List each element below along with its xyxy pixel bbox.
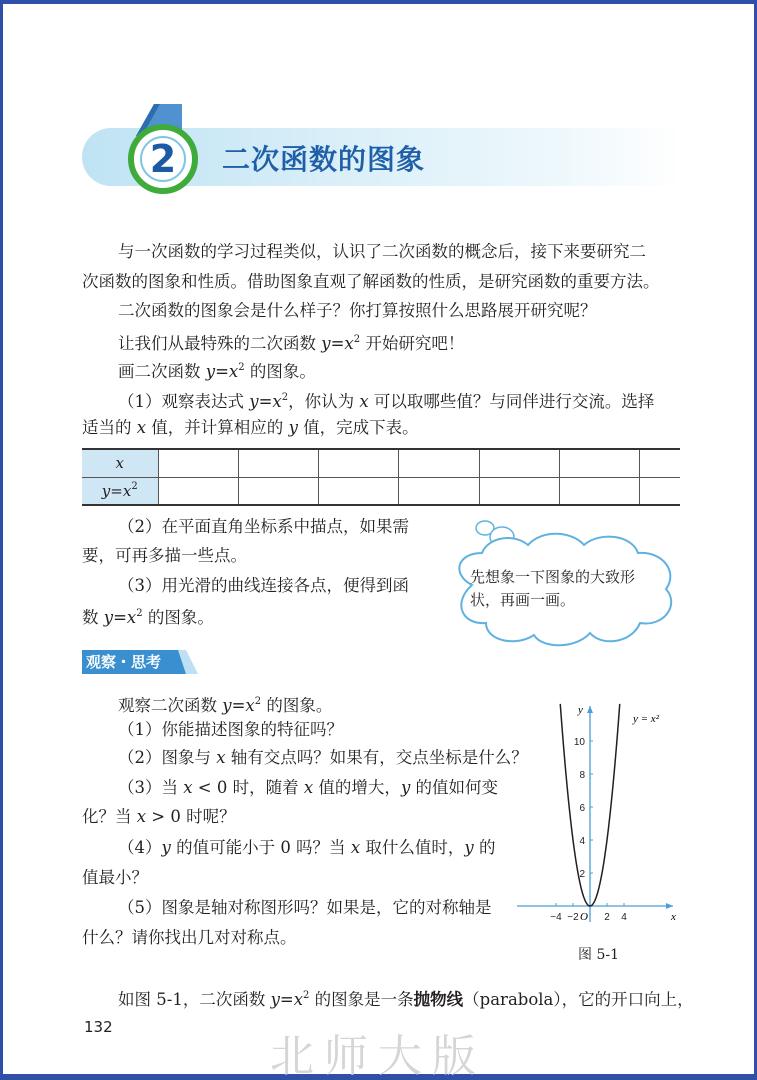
value-table [82, 448, 680, 506]
question-2: （2）图象与 x 轴有交点吗？如果有，交点坐标是什么？ [118, 748, 528, 767]
watermark: 北师大版 [270, 1031, 486, 1080]
table-row-x [82, 449, 680, 477]
table-cell[interactable] [319, 449, 399, 477]
step1-line-2: 适当的 x 值，并计算相应的 y 值，完成下表。 [82, 418, 419, 437]
section-number: 2 [149, 137, 177, 181]
table-head-y: $y=x^2$ [82, 477, 158, 505]
observe-tag-label: 观察・思考 [86, 653, 162, 671]
table-cell[interactable] [238, 449, 318, 477]
table-cell[interactable] [319, 477, 399, 505]
x-tick-label: −2 [567, 912, 579, 923]
intro-line-1: 与一次函数的学习过程类似，认识了二次函数的概念后，接下来要研究二 [118, 242, 646, 261]
table-cell[interactable] [640, 477, 680, 505]
intro-line-4: 让我们从最特殊的二次函数 $y=x^2$ 开始研究吧！ [118, 334, 465, 353]
y-axis-label: y [578, 704, 583, 716]
step3-line-1: （3）用光滑的曲线连接各点，便得到函 [118, 576, 409, 595]
table-cell[interactable] [479, 477, 559, 505]
question-4-line-2: 值最小？ [82, 868, 148, 887]
table-cell[interactable] [158, 477, 238, 505]
question-1: （1）你能描述图象的特征吗？ [118, 720, 343, 739]
step2-line-2: 要，可再多描一些点。 [82, 546, 247, 565]
figure-caption: 图 5-1 [578, 947, 619, 963]
question-4-line-1: （4）y 的值可能小于 0 吗？当 x 取什么值时，y 的 [118, 838, 496, 857]
step3-line-2: 数 $y=x^2$ 的图象。 [82, 608, 214, 627]
x-axis-arrow [666, 903, 673, 909]
y-tick-label: 2 [579, 869, 585, 880]
page-number: 132 [84, 1018, 113, 1036]
observe-lead: 观察二次函数 $y=x^2$ 的图象。 [118, 696, 333, 715]
section-title: 二次函数的图象 [222, 143, 426, 176]
x-tick-label: 4 [621, 912, 627, 923]
y-tick-label: 10 [573, 737, 585, 748]
question-5-line-1: （5）图象是轴对称图形吗？如果是，它的对称轴是 [118, 898, 492, 917]
closing-line: 如图 5-1，二次函数 $y=x^2$ 的图象是一条抛物线（parabola），它的开口向上， [118, 990, 694, 1009]
curve-label: y = x² [633, 713, 659, 725]
question-3-line-1: （3）当 x < 0 时，随着 x 值的增大，y 的值如何变 [118, 778, 499, 797]
origin-label: O [580, 911, 588, 923]
intro-line-2: 次函数的图象和性质。借助图象直观了解函数的性质，是研究函数的重要方法。 [82, 272, 660, 291]
intro-line-3: 二次函数的图象会是什么样子？你打算按照什么思路展开研究呢？ [118, 301, 597, 320]
parabola-graph [505, 700, 685, 930]
y-axis-arrow [587, 706, 593, 713]
table-cell[interactable] [399, 477, 479, 505]
table-cell[interactable] [559, 449, 639, 477]
question-5-line-2: 什么？请你找出几对对称点。 [82, 928, 297, 947]
table-cell[interactable] [238, 477, 318, 505]
step1-line-1: （1）观察表达式 $y=x^2$，你认为 x 可以取哪些值？与同伴进行交流。选择 [118, 392, 655, 411]
table-cell[interactable] [158, 449, 238, 477]
y-tick-label: 4 [579, 836, 585, 847]
step2-line-1: （2）在平面直角坐标系中描点，如果需 [118, 517, 409, 536]
table-row-y [82, 477, 680, 505]
bubble-text: 先想象一下图象的大致形状，再画一画。 [470, 568, 636, 609]
x-tick-label: 2 [604, 912, 610, 923]
x-tick-label: −4 [550, 912, 562, 923]
intro-line-5: 画二次函数 $y=x^2$ 的图象。 [118, 362, 316, 381]
table-cell[interactable] [399, 449, 479, 477]
table-head-x: x [82, 449, 158, 477]
table-cell[interactable] [479, 449, 559, 477]
table-cell[interactable] [559, 477, 639, 505]
question-3-line-2: 化？当 x > 0 时呢？ [82, 807, 236, 826]
y-tick-label: 8 [579, 770, 585, 781]
x-axis-label: x [671, 911, 676, 923]
y-tick-label: 6 [579, 803, 585, 814]
table-cell[interactable] [640, 449, 680, 477]
